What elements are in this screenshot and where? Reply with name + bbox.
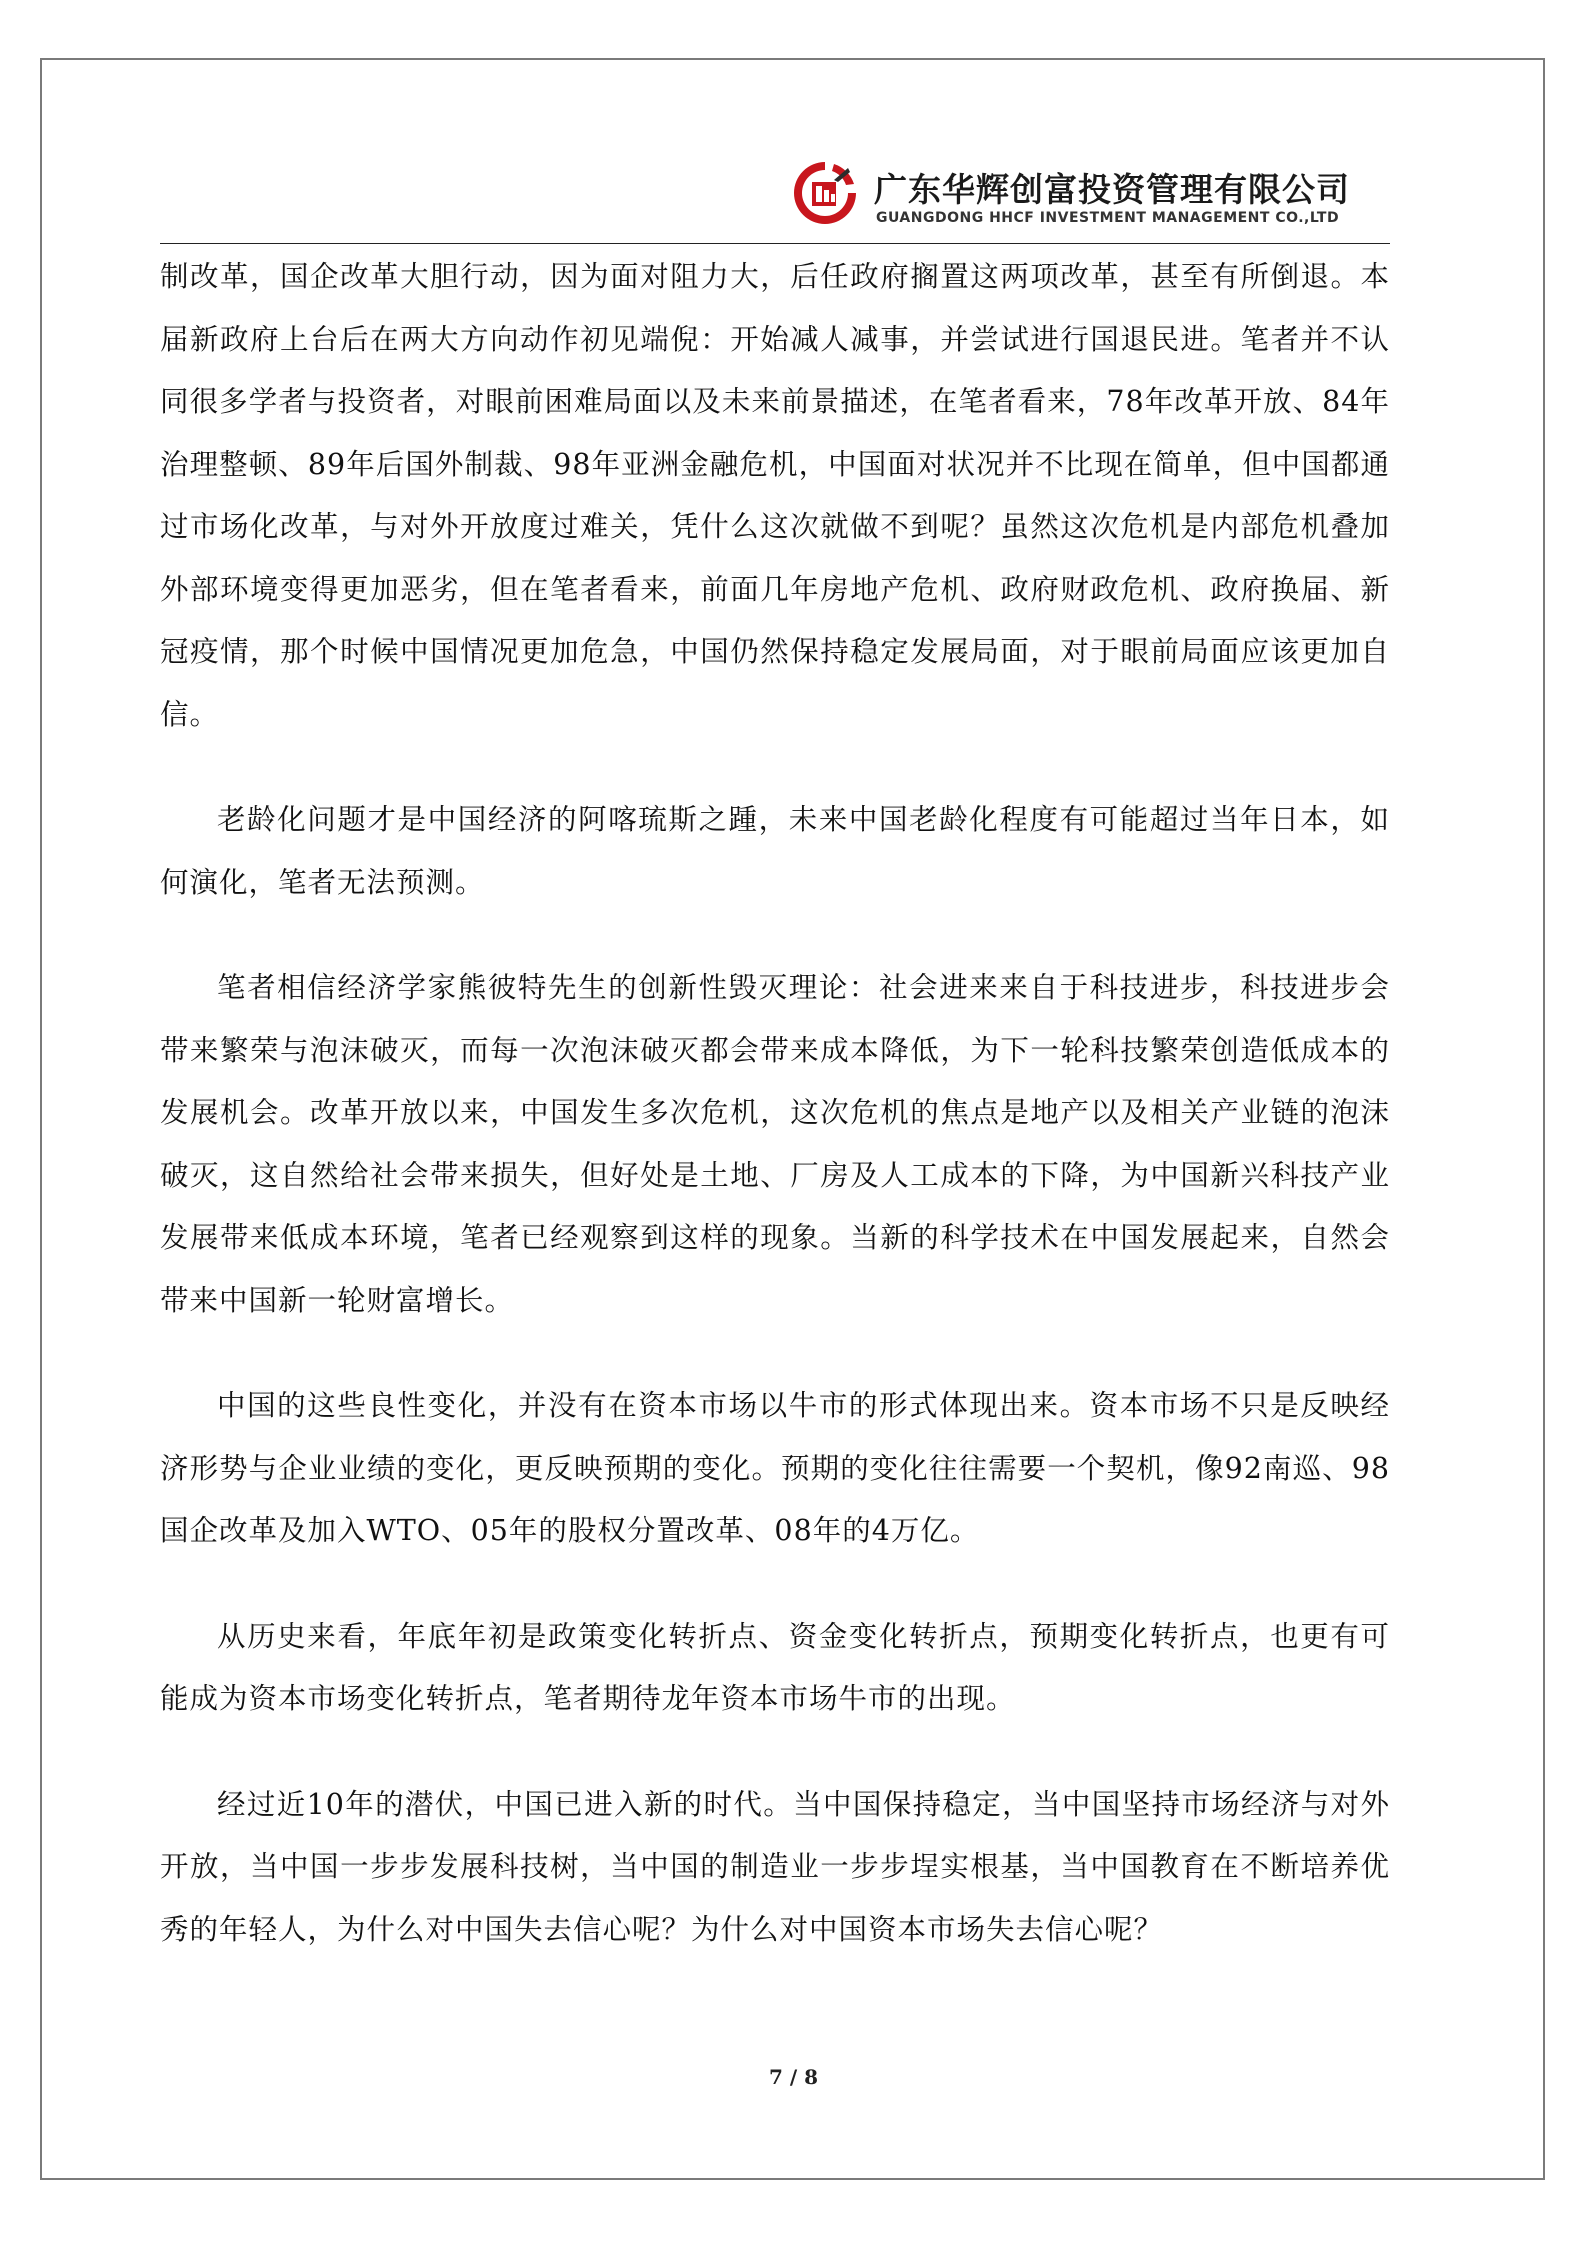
company-logo-icon bbox=[790, 158, 860, 228]
paragraph-continued: 制改革，国企改革大胆行动，因为面对阻力大，后任政府搁置这两项改革，甚至有所倒退。本届新政府上台后在两大方向动作初见端倪：开始减人减事，并尝试进行国退民进。笔者并不认同很多学者与投资者，对眼前困难局面以及未来前景描述，在笔者看来，78年改革开放、84年治理整顿、89年后国外制裁、98年亚洲金融危机，中国面对状况并不比现在简单，但中国都通过市场化改革，与对外开放度过难关，凭什么这次就做不到呢？虽然这次危机是内部危机叠加外部环境变得更加恶劣，但在笔者看来，前面几年房地产危机、政府财政危机、政府换届、新冠疫情，那个时候中国情况更加危急，中国仍然保持稳定发展局面，对于眼前局面应该更加自信。 bbox=[160, 260, 1390, 731]
paragraph: 老龄化问题才是中国经济的阿喀琉斯之踵，未来中国老龄化程度有可能超过当年日本，如何演化，笔者无法预测。 bbox=[160, 803, 1390, 899]
paragraph: 从历史来看，年底年初是政策变化转折点、资金变化转折点，预期变化转折点，也更有可能成为资本市场变化转折点，笔者期待龙年资本市场牛市的出现。 bbox=[160, 1619, 1390, 1715]
paragraph: 笔者相信经济学家熊彼特先生的创新性毁灭理论：社会进来来自于科技进步，科技进步会带来繁荣与泡沫破灭，而每一次泡沫破灭都会带来成本降低，为下一轮科技繁荣创造低成本的发展机会。改革开放以来，中国发生多次危机，这次危机的焦点是地产以及相关产业链的泡沫破灭，这自然给社会带来损失，但好处是土地、厂房及人工成本的下降，为中国新兴科技产业发展带来低成本环境，笔者已经观察到这样的现象。当新的科学技术在中国发展起来，自然会带来中国新一轮财富增长。 bbox=[160, 971, 1390, 1317]
article-body bbox=[160, 246, 1390, 1961]
company-name-en: GUANGDONG HHCF INVESTMENT MANAGEMENT CO.,LTD bbox=[876, 210, 1340, 226]
page-header bbox=[790, 152, 1390, 242]
header-divider bbox=[160, 243, 1390, 244]
company-name-cn: 广东华辉创富投资管理有限公司 bbox=[874, 170, 1350, 209]
paragraph: 中国的这些良性变化，并没有在资本市场以牛市的形式体现出来。资本市场不只是反映经济形势与企业业绩的变化，更反映预期的变化。预期的变化往往需要一个契机，像92南巡、98国企改革及加入WTO、05年的股权分置改革、08年的4万亿。 bbox=[160, 1389, 1390, 1547]
page-number: 7 / 8 bbox=[768, 2065, 819, 2089]
paragraph: 经过近10年的潜伏，中国已进入新的时代。当中国保持稳定，当中国坚持市场经济与对外开放，当中国一步步发展科技树，当中国的制造业一步步埕实根基，当中国教育在不断培养优秀的年轻人，为什么对中国失去信心呢？为什么对中国资本市场失去信心呢？ bbox=[160, 1787, 1390, 1946]
